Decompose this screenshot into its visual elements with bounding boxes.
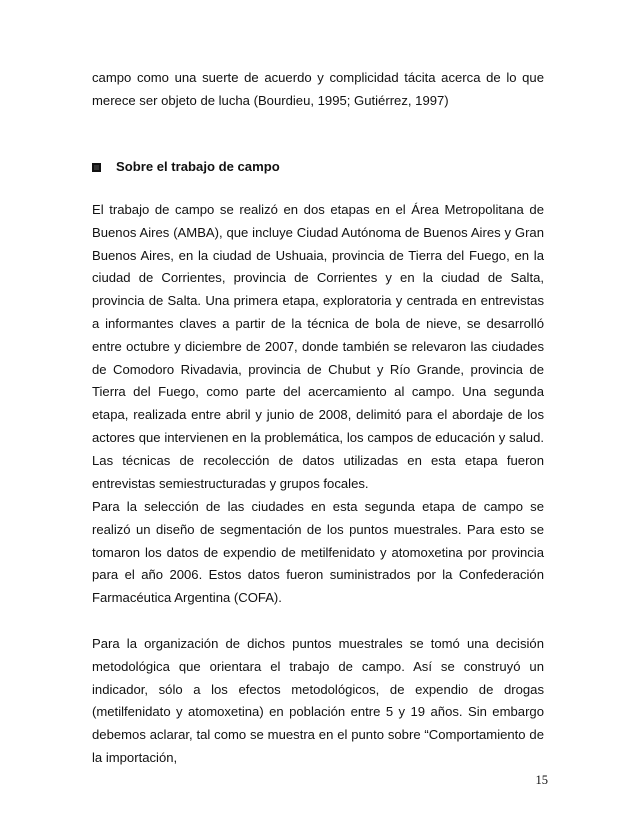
square-bullet-icon [92, 163, 101, 172]
intro-paragraph: campo como una suerte de acuerdo y complicidad tácita acerca de lo que merece ser objeto de lucha (Bourdieu, 1995; Gutiérrez, 1997) [92, 70, 544, 108]
body-paragraph: Para la selección de las ciudades en esta segunda etapa de campo se realizó un diseño de segmentación de los puntos muestrales. Para esto se tomaron los datos de expendio de metilfenidato y atomoxetina por provincia para el año 2006. Estos datos fueron suministrados por la Confederación Farmacéutica Argentina (COFA). [92, 499, 544, 606]
body-paragraph: Para la organización de dichos puntos muestrales se tomó una decisión metodológica que orientara el trabajo de campo. Así se construyó un indicador, sólo a los efectos metodológicos, de expendio de drogas (metilfenidato y atomoxetina) en población entre 5 y 19 años. Sin embargo debemos aclarar, tal como se muestra en el punto sobre “Comportamiento de la importación, [92, 636, 544, 765]
section-heading [92, 156, 280, 178]
page-number: 15 [535, 773, 548, 787]
body-paragraph: El trabajo de campo se realizó en dos etapas en el Área Metropolitana de Buenos Aires (AMBA), que incluye Ciudad Autónoma de Buenos Aires y Gran Buenos Aires, en la ciudad de Ushuaia, provincia de Tierra del Fuego, en la ciudad de Corrientes, provincia de Corrientes y en la ciudad de Salta, provincia de Salta. Una primera etapa, exploratoria y centrada en entrevistas a informantes claves a partir de la técnica de bola de nieve, se desarrolló entre octubre y diciembre de 2007, donde también se relevaron las ciudades de Comodoro Rivadavia, provincia de Chubut y Río Grande, provincia de Tierra del Fuego, como parte del acercamiento al campo. Una segunda etapa, realizada entre abril y junio de 2008, delimitó para el abordaje de los actores que intervienen en la problemática, los campos de educación y salud. Las técnicas de recolección de datos utilizadas en esta etapa fueron entrevistas semiestructuradas y grupos focales. [92, 202, 544, 491]
section-heading-text: Sobre el trabajo de campo [116, 159, 280, 174]
